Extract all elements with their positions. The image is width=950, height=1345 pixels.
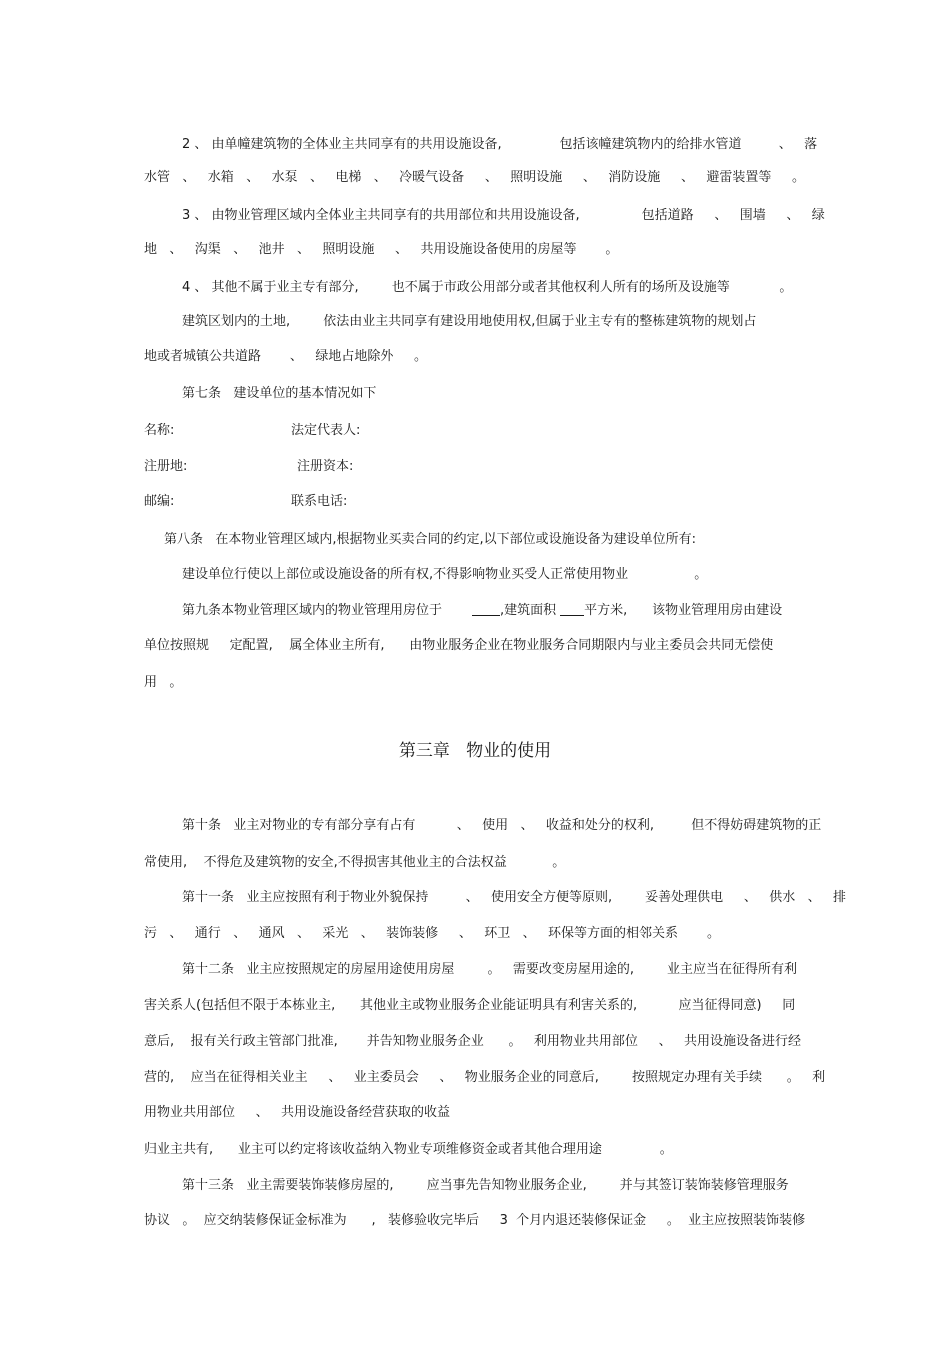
- article-9-line-1: [182, 602, 782, 619]
- para-2-line-2: 水管 、 水箱 、 水泵 、 电梯 、 冷暖气设备 、 照明设施 、 消防设施 、 避雷装置等 。: [144, 170, 806, 185]
- article-9-text-b: ,建筑面积: [500, 603, 557, 618]
- para-3-line-1: 3 、 由物业管理区域内全体业主共同享有的共用部位和共用设施设备, 包括道路 、 围墙 、 绿: [182, 208, 825, 223]
- article-9-line-2: 单位按照规 定配置, 属全体业主所有, 由物业服务企业在物业服务合同期限内与业主委员会共同无偿使: [144, 638, 774, 653]
- phone-label: 联系电话:: [291, 494, 348, 509]
- article-13-line-1: 第十三条 业主需要装饰装修房屋的, 应当事先告知物业服务企业, 并与其签订装饰装修管理服务: [182, 1178, 789, 1193]
- para-land-line-1: 建筑区划内的土地, 依法由业主共同享有建设用地使用权,但属于业主专有的整栋建筑物的规划占: [182, 314, 757, 329]
- article-11-line-2: 污 、 通行 、 通风 、 采光 、 装饰装修 、 环卫 、 环保等方面的相邻关系 。: [144, 926, 720, 941]
- legal-rep-label: 法定代表人:: [291, 423, 361, 438]
- postcode-label: 邮编:: [144, 494, 175, 509]
- article-8-line-2: 建设单位行使以上部位或设施设备的所有权,不得影响物业买受人正常使用物业 。: [182, 567, 708, 582]
- article-12-line-6: 归业主共有, 业主可以约定将该收益纳入物业专项维修资金或者其他合理用途 。: [144, 1142, 673, 1157]
- article-12-line-3: 意后, 报有关行政主管部门批准, 并告知物业服务企业 。 利用物业共用部位 、 共用设施设备进行经: [144, 1034, 801, 1049]
- location-blank: [472, 602, 500, 616]
- article-12-line-4: 营的, 应当在征得相关业主 、 业主委员会 、 物业服务企业的同意后, 按照规定办理有关手续 。 利: [144, 1070, 826, 1085]
- article-12-line-1: 第十二条 业主应按照规定的房屋用途使用房屋 。 需要改变房屋用途的, 业主应当在征得所有利: [182, 962, 798, 977]
- article-8-line-1: 第八条 在本物业管理区域内,根据物业买卖合同的约定,以下部位或设施设备为建设单位所有:: [164, 532, 697, 547]
- reg-address-label: 注册地:: [144, 459, 188, 474]
- article-13-line-2: 协议 。 应交纳装修保证金标准为 , 装修验收完毕后 3 个月内退还装修保证金 。 业主应按照装饰装修: [144, 1213, 806, 1228]
- reg-capital-label: 注册资本:: [297, 459, 354, 474]
- para-land-line-2: 地或者城镇公共道路 、 绿地占地除外 。: [144, 349, 427, 364]
- article-10-line-1: 第十条 业主对物业的专有部分享有占有 、 使用 、 收益和处分的权利, 但不得妨碍建筑物的正: [182, 818, 822, 833]
- article-9-text-c: 平方米, 该物业管理用房由建设: [584, 603, 783, 618]
- article-12-line-5: 用物业共用部位 、 共用设施设备经营获取的收益: [144, 1105, 451, 1120]
- name-label: 名称:: [144, 423, 175, 438]
- article-7-heading: 第七条 建设单位的基本情况如下: [182, 386, 377, 401]
- para-3-line-2: 地 、 沟渠 、 池井 、 照明设施 、 共用设施设备使用的房屋等 。: [144, 242, 619, 257]
- para-2-line-1: 2 、 由单幢建筑物的全体业主共同享有的共用设施设备, 包括该幢建筑物内的给排水管道 、 落: [182, 137, 818, 152]
- para-4-line-1: 4 、 其他不属于业主专有部分, 也不属于市政公用部分或者其他权利人所有的场所及设施等 。: [182, 280, 793, 295]
- article-9-line-3: 用 。: [144, 675, 183, 690]
- chapter-title: 第三章 物业的使用: [398, 741, 552, 761]
- area-blank: [560, 602, 584, 616]
- article-9-text-a: 第九条本物业管理区域内的物业管理用房位于: [182, 603, 443, 618]
- article-12-line-2: 害关系人(包括但不限于本栋业主, 其他业主或物业服务企业能证明具有利害关系的, 应当征得同意) 同: [144, 998, 796, 1013]
- article-10-line-2: 常使用, 不得危及建筑物的安全,不得损害其他业主的合法权益 。: [144, 855, 566, 870]
- article-11-line-1: 第十一条 业主应按照有利于物业外貌保持 、 使用安全方便等原则, 妥善处理供电 、 供水 、 排: [182, 890, 847, 905]
